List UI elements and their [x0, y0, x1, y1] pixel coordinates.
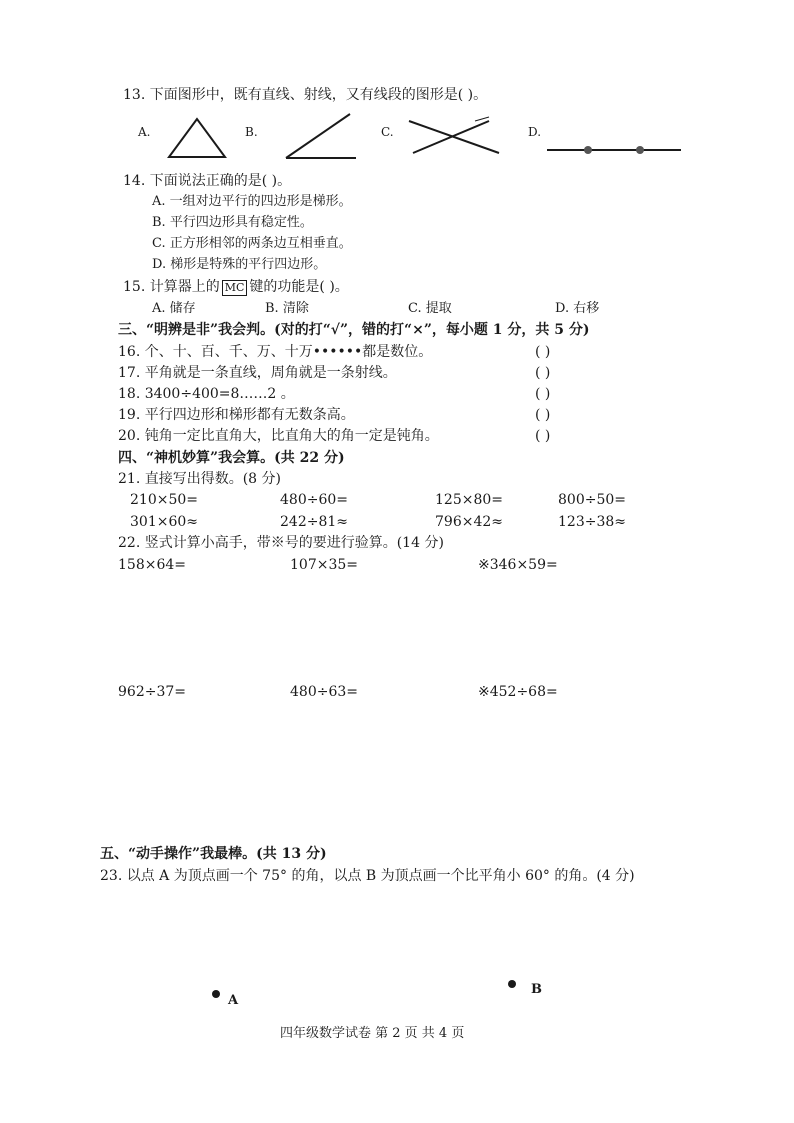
angle-rays-figure — [280, 110, 360, 162]
answer-blank-20: ( ) — [535, 428, 551, 444]
vertical-calc-2: 107×35= — [290, 557, 358, 573]
q13-option-a-label: A. — [138, 125, 151, 139]
question-14-text: 14. 下面说法正确的是( )。 — [123, 173, 292, 189]
q15-option-c: C. 提取 — [408, 301, 452, 316]
judge-item-17: 17. 平角就是一条直线，周角就是一条射线。 — [118, 365, 397, 381]
answer-blank-18: ( ) — [535, 386, 551, 402]
vertical-calc-4: 962÷37= — [118, 684, 186, 700]
judge-item-20: 20. 钝角一定比直角大，比直角大的角一定是钝角。 — [118, 428, 439, 444]
q15-option-d: D. 右移 — [555, 301, 600, 316]
q14-option-d: D. 梯形是特殊的平行四边形。 — [152, 257, 327, 272]
line-with-points-figure — [545, 140, 685, 160]
judge-item-16: 16. 个、十、百、千、万、十万••••••都是数位。 — [118, 344, 433, 360]
section-3-title: 三、“明辨是非”我会判。(对的打“√”，错的打“×”，每小题 1 分，共 5 分) — [118, 322, 590, 338]
q15-text-pre: 15. 计算器上的 — [123, 279, 220, 295]
calc-21-7: 796×42≈ — [435, 514, 503, 530]
triangle-figure — [165, 115, 229, 161]
q14-option-c: C. 正方形相邻的两条边互相垂直。 — [152, 236, 352, 251]
q13-option-d-label: D. — [528, 125, 542, 139]
q13-option-b-label: B. — [245, 125, 258, 139]
calc-21-4: 800÷50= — [558, 492, 626, 508]
section-5-title: 五、“动手操作”我最棒。(共 13 分) — [100, 846, 327, 862]
vertical-calc-6: ※452÷68= — [478, 684, 558, 700]
judge-item-19: 19. 平行四边形和梯形都有无数条高。 — [118, 407, 355, 423]
vertical-calc-1: 158×64= — [118, 557, 186, 573]
vertical-calc-5: 480÷63= — [290, 684, 358, 700]
question-23-text: 23. 以点 A 为顶点画一个 75° 的角，以点 B 为顶点画一个比平角小 60° 的角。(4 分) — [100, 868, 635, 884]
q13-option-c-label: C. — [381, 125, 394, 139]
page-footer: 四年级数学试卷 第 2 页 共 4 页 — [280, 1026, 465, 1041]
question-15-text — [123, 278, 349, 296]
section-4-title: 四、“神机妙算”我会算。(共 22 分) — [118, 450, 345, 466]
question-22-text: 22. 竖式计算小高手，带※号的要进行验算。(14 分) — [118, 535, 444, 551]
calc-21-3: 125×80= — [435, 492, 503, 508]
question-13-text: 13. 下面图形中，既有直线、射线，又有线段的图形是( )。 — [123, 87, 488, 103]
calc-21-8: 123÷38≈ — [558, 514, 626, 530]
point-a-label: A — [228, 993, 239, 1008]
q15-option-b: B. 清除 — [265, 301, 309, 316]
calc-21-1: 210×50= — [130, 492, 198, 508]
answer-blank-19: ( ) — [535, 407, 551, 423]
q15-text-post: 键的功能是( )。 — [249, 279, 349, 295]
point-a-dot — [212, 990, 220, 998]
vertical-calc-3: ※346×59= — [478, 557, 558, 573]
calc-21-6: 242÷81≈ — [280, 514, 348, 530]
crossing-lines-figure — [405, 115, 505, 159]
calc-21-2: 480÷60= — [280, 492, 348, 508]
point-b-dot — [508, 980, 516, 988]
point-b-label: B — [531, 982, 542, 997]
answer-blank-17: ( ) — [535, 365, 551, 381]
question-21-text: 21. 直接写出得数。(8 分) — [118, 471, 281, 487]
judge-item-18: 18. 3400÷400=8……2 。 — [118, 386, 295, 402]
q15-option-a: A. 储存 — [152, 301, 196, 316]
calc-21-5: 301×60≈ — [130, 514, 198, 530]
q14-option-b: B. 平行四边形具有稳定性。 — [152, 215, 313, 230]
mc-key-box: MC — [222, 280, 248, 296]
answer-blank-16: ( ) — [535, 344, 551, 360]
q14-option-a: A. 一组对边平行的四边形是梯形。 — [152, 194, 352, 209]
